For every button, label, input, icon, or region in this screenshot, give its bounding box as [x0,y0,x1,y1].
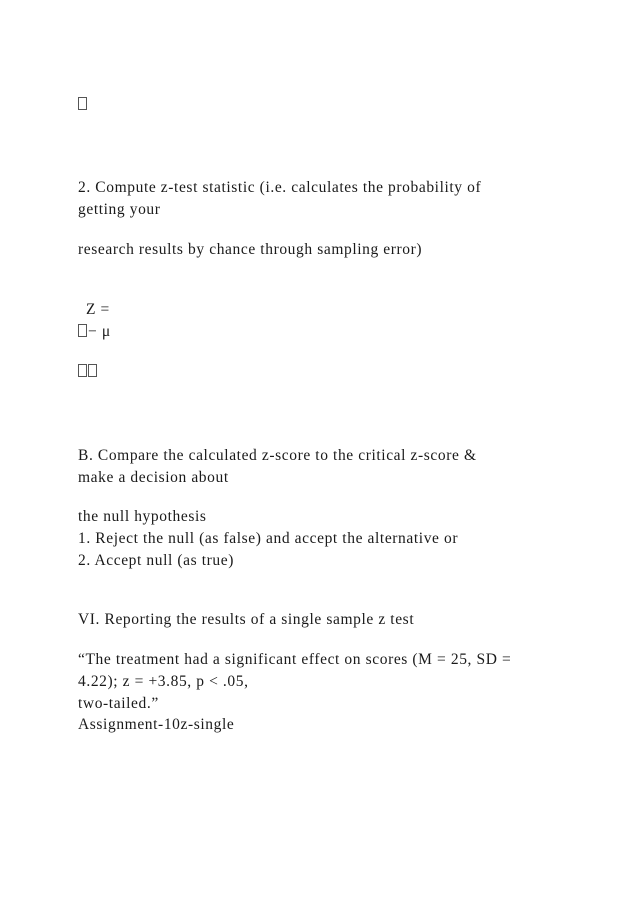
quote-line-1: “The treatment had a significant effect on scores (M = 25, SD = [78,651,512,668]
option-2: 2. Accept null (as true) [78,552,235,569]
section-b-line-1: B. Compare the calculated z-score to the critical z-score & [78,447,477,464]
assignment-label: Assignment-10z-single [78,716,235,733]
missing-glyph-box [78,95,88,115]
step2-line-3: research results by chance through sampling error) [78,241,423,258]
null-hypothesis-line: the null hypothesis [78,508,207,525]
formula-z: Z = [86,301,110,318]
formula-denominator [78,362,98,382]
missing-glyph-icon [78,324,87,337]
formula-minus-mu: − μ [88,323,111,340]
quote-line-2: 4.22); z = +3.85, p < .05, [78,673,249,690]
step2-line-2: getting your [78,201,161,218]
missing-glyph-icon [88,364,97,377]
section-6-heading: VI. Reporting the results of a single sample z test [78,611,415,628]
missing-glyph-icon [78,97,87,110]
formula-numerator [78,322,111,342]
quote-line-3: two-tailed.” [78,695,159,712]
section-b-line-2: make a decision about [78,469,229,486]
missing-glyph-icon [78,364,87,377]
step2-line-1: 2. Compute z-test statistic (i.e. calculates the probability of [78,179,482,196]
option-1: 1. Reject the null (as false) and accept the alternative or [78,530,459,547]
